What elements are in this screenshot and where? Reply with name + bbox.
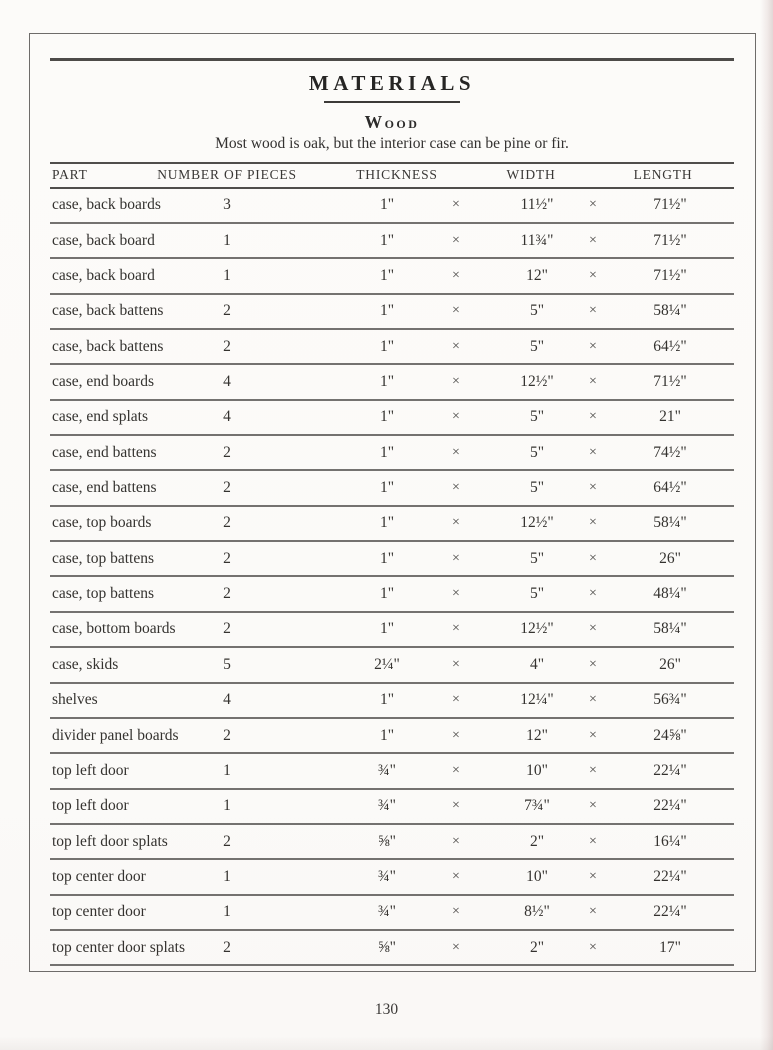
table-row bbox=[50, 507, 734, 542]
times-symbol: × bbox=[452, 232, 460, 248]
table-row bbox=[50, 224, 734, 259]
times-symbol: × bbox=[452, 869, 460, 884]
cell-width: 12" bbox=[526, 726, 548, 744]
intro-note: Most wood is oak, but the interior case can be pine or fir. bbox=[215, 134, 569, 152]
cell-thickness: 1" bbox=[379, 196, 395, 214]
times-symbol: × bbox=[589, 939, 597, 955]
cell-part: case, end battens bbox=[52, 443, 157, 461]
times-symbol: × bbox=[589, 727, 597, 743]
cell-thickness: 1" bbox=[379, 691, 395, 709]
cell-length: 58¼" bbox=[653, 514, 687, 532]
cell-thickness: 1" bbox=[379, 585, 395, 603]
column-header-width: WIDTH bbox=[506, 167, 556, 182]
table-row bbox=[50, 436, 734, 471]
times-symbol: × bbox=[452, 798, 460, 814]
cell-thickness: 2¼" bbox=[374, 655, 400, 673]
cell-width: 12" bbox=[526, 266, 548, 284]
cell-length: 56¾" bbox=[653, 691, 687, 709]
cell-length: 17" bbox=[659, 938, 681, 956]
cell-length: 22¼" bbox=[653, 903, 687, 921]
cell-length: 64½" bbox=[653, 479, 687, 497]
cell-length: 71½" bbox=[653, 266, 687, 284]
table-row bbox=[50, 577, 734, 612]
cell-length: 48¼" bbox=[653, 585, 687, 603]
table-row bbox=[50, 719, 734, 754]
cell-thickness: 1" bbox=[379, 337, 395, 355]
cell-pieces: 1 bbox=[223, 761, 231, 779]
content-frame bbox=[29, 33, 756, 972]
cell-length: 22¼" bbox=[653, 868, 687, 885]
cell-part: case, end splats bbox=[52, 408, 148, 426]
table-row bbox=[50, 648, 734, 683]
page-number: 130 bbox=[374, 1001, 399, 1018]
cell-part: case, end battens bbox=[52, 479, 157, 497]
cell-pieces: 3 bbox=[223, 196, 231, 214]
table-header-row bbox=[50, 162, 734, 189]
cell-part: case, back board bbox=[52, 266, 155, 284]
cell-pieces: 1 bbox=[223, 868, 231, 885]
cell-width: 12½" bbox=[520, 372, 554, 390]
cell-thickness: 1" bbox=[379, 408, 395, 426]
times-symbol: × bbox=[452, 939, 460, 955]
times-symbol: × bbox=[452, 586, 460, 602]
cell-width: 12½" bbox=[520, 514, 554, 532]
cell-length: 58¼" bbox=[653, 620, 687, 638]
cell-pieces: 4 bbox=[223, 408, 231, 426]
times-symbol: × bbox=[589, 480, 597, 496]
cell-part: case, top battens bbox=[52, 549, 155, 567]
cell-part: top left door bbox=[52, 761, 129, 779]
cell-pieces: 2 bbox=[223, 514, 231, 532]
cell-thickness: 1" bbox=[379, 514, 395, 532]
times-symbol: × bbox=[589, 762, 597, 778]
cell-pieces: 2 bbox=[223, 938, 231, 956]
cell-part: top left door bbox=[52, 797, 129, 815]
cell-part: case, end boards bbox=[52, 372, 154, 390]
cell-part: case, skids bbox=[52, 655, 119, 673]
table-row bbox=[50, 295, 734, 330]
section-heading: Wood bbox=[364, 111, 420, 132]
cell-part: case, back battens bbox=[52, 337, 164, 355]
cell-length: 26" bbox=[659, 549, 681, 567]
cell-pieces: 2 bbox=[223, 337, 231, 355]
times-symbol: × bbox=[589, 232, 597, 248]
cell-length: 22¼" bbox=[653, 761, 687, 779]
cell-thickness: ⅝" bbox=[378, 832, 396, 850]
times-symbol: × bbox=[452, 480, 460, 496]
times-symbol: × bbox=[589, 550, 597, 566]
cell-width: 10" bbox=[526, 868, 548, 885]
cell-part: top left door splats bbox=[52, 832, 168, 850]
cell-thickness: ⅝" bbox=[378, 938, 396, 956]
cell-width: 12¼" bbox=[520, 691, 554, 709]
cell-pieces: 5 bbox=[223, 655, 231, 673]
column-header-part: PART bbox=[52, 167, 88, 182]
cell-pieces: 2 bbox=[223, 479, 231, 497]
cell-length: 71½" bbox=[653, 196, 687, 214]
table-row bbox=[50, 259, 734, 294]
times-symbol: × bbox=[452, 904, 460, 920]
times-symbol: × bbox=[452, 267, 460, 283]
table-row bbox=[50, 471, 734, 506]
times-symbol: × bbox=[589, 869, 597, 884]
column-header-length: LENGTH bbox=[633, 167, 693, 182]
column-header-thickness: THICKNESS bbox=[356, 167, 438, 182]
times-symbol: × bbox=[589, 197, 597, 213]
times-symbol: × bbox=[452, 373, 460, 389]
cell-pieces: 1 bbox=[223, 231, 231, 249]
cell-thickness: 1" bbox=[379, 266, 395, 284]
cell-thickness: 1" bbox=[379, 620, 395, 638]
cell-part: case, back battens bbox=[52, 302, 164, 320]
times-symbol: × bbox=[589, 904, 597, 920]
top-rule bbox=[50, 58, 734, 61]
cell-thickness: 1" bbox=[379, 549, 395, 567]
cell-part: case, top boards bbox=[52, 514, 152, 532]
cell-part: case, bottom boards bbox=[52, 620, 176, 638]
cell-part: case, top battens bbox=[52, 585, 155, 603]
cell-thickness: 1" bbox=[379, 372, 395, 390]
cell-part: case, back board bbox=[52, 231, 155, 249]
cell-pieces: 2 bbox=[223, 832, 231, 850]
table-row bbox=[50, 684, 734, 719]
table-row bbox=[50, 825, 734, 860]
times-symbol: × bbox=[452, 692, 460, 708]
times-symbol: × bbox=[589, 338, 597, 354]
times-symbol: × bbox=[452, 621, 460, 637]
times-symbol: × bbox=[589, 586, 597, 602]
table-row bbox=[50, 365, 734, 400]
cell-length: 22¼" bbox=[653, 797, 687, 815]
cell-width: 8½" bbox=[524, 903, 550, 921]
cell-width: 5" bbox=[529, 443, 545, 461]
times-symbol: × bbox=[452, 338, 460, 354]
table-row bbox=[50, 330, 734, 365]
times-symbol: × bbox=[589, 515, 597, 531]
cell-thickness: ¾" bbox=[378, 797, 396, 815]
table-row bbox=[50, 189, 734, 224]
cell-pieces: 1 bbox=[223, 797, 231, 815]
cell-thickness: 1" bbox=[379, 479, 395, 497]
cell-length: 64½" bbox=[653, 337, 687, 355]
cell-length: 16¼" bbox=[653, 832, 687, 850]
table-row bbox=[50, 754, 734, 789]
cell-width: 7¾" bbox=[524, 797, 550, 815]
column-header-pieces: NUMBER OF PIECES bbox=[157, 167, 297, 182]
times-symbol: × bbox=[589, 409, 597, 425]
cell-part: case, back boards bbox=[52, 196, 161, 214]
times-symbol: × bbox=[589, 303, 597, 319]
cell-thickness: 1" bbox=[379, 443, 395, 461]
cell-thickness: ¾" bbox=[378, 868, 396, 885]
cell-length: 71½" bbox=[653, 372, 687, 390]
times-symbol: × bbox=[452, 550, 460, 566]
cell-part: divider panel boards bbox=[52, 726, 179, 744]
table-row bbox=[50, 613, 734, 648]
cell-thickness: ¾" bbox=[378, 761, 396, 779]
title-underline bbox=[324, 101, 460, 103]
table-row bbox=[50, 542, 734, 577]
times-symbol: × bbox=[589, 833, 597, 849]
cell-part: top center door bbox=[52, 903, 146, 921]
cell-thickness: ¾" bbox=[378, 903, 396, 921]
cell-width: 11½" bbox=[520, 196, 554, 214]
cell-pieces: 2 bbox=[223, 726, 231, 744]
cell-width: 5" bbox=[529, 302, 545, 320]
times-symbol: × bbox=[452, 197, 460, 213]
cell-width: 2" bbox=[529, 832, 545, 850]
cell-length: 24⅝" bbox=[653, 726, 687, 744]
times-symbol: × bbox=[589, 692, 597, 708]
cell-pieces: 1 bbox=[223, 903, 231, 921]
cell-width: 4" bbox=[529, 655, 545, 673]
cell-width: 10" bbox=[526, 761, 548, 779]
cell-pieces: 2 bbox=[223, 443, 231, 461]
cell-thickness: 1" bbox=[379, 302, 395, 320]
table-row bbox=[50, 790, 734, 825]
cell-pieces: 2 bbox=[223, 620, 231, 638]
times-symbol: × bbox=[589, 656, 597, 672]
cell-width: 5" bbox=[529, 479, 545, 497]
times-symbol: × bbox=[452, 727, 460, 743]
times-symbol: × bbox=[452, 833, 460, 849]
cell-pieces: 1 bbox=[223, 266, 231, 284]
cell-width: 5" bbox=[529, 549, 545, 567]
table-row bbox=[50, 896, 734, 931]
cell-width: 2" bbox=[529, 938, 545, 956]
table-row bbox=[50, 931, 734, 966]
cell-pieces: 2 bbox=[223, 302, 231, 320]
cell-length: 58¼" bbox=[653, 302, 687, 320]
cell-width: 5" bbox=[529, 337, 545, 355]
times-symbol: × bbox=[452, 762, 460, 778]
times-symbol: × bbox=[589, 621, 597, 637]
cell-length: 74½" bbox=[653, 443, 687, 461]
cell-part: top center door splats bbox=[52, 938, 186, 956]
times-symbol: × bbox=[589, 444, 597, 460]
page-bottom-shadow bbox=[0, 1036, 773, 1050]
times-symbol: × bbox=[452, 515, 460, 531]
cell-pieces: 2 bbox=[223, 549, 231, 567]
cell-length: 21" bbox=[659, 408, 681, 426]
cell-width: 11¾" bbox=[520, 231, 554, 249]
page-edge-shadow bbox=[760, 0, 773, 1050]
table-body bbox=[50, 189, 734, 967]
content-area bbox=[50, 34, 734, 966]
cell-pieces: 2 bbox=[223, 585, 231, 603]
cell-pieces: 4 bbox=[223, 372, 231, 390]
times-symbol: × bbox=[452, 303, 460, 319]
cell-width: 5" bbox=[529, 585, 545, 603]
times-symbol: × bbox=[589, 798, 597, 814]
materials-table bbox=[50, 162, 734, 967]
cell-width: 12½" bbox=[520, 620, 554, 638]
cell-width: 5" bbox=[529, 408, 545, 426]
cell-part: top center door bbox=[52, 868, 146, 885]
cell-length: 71½" bbox=[653, 231, 687, 249]
cell-thickness: 1" bbox=[379, 726, 395, 744]
times-symbol: × bbox=[452, 409, 460, 425]
page-title: MATERIALS bbox=[308, 70, 476, 95]
times-symbol: × bbox=[452, 656, 460, 672]
times-symbol: × bbox=[589, 373, 597, 389]
cell-part: shelves bbox=[52, 691, 98, 709]
table-row bbox=[50, 860, 734, 895]
cell-length: 26" bbox=[659, 655, 681, 673]
times-symbol: × bbox=[452, 444, 460, 460]
times-symbol: × bbox=[589, 267, 597, 283]
table-row bbox=[50, 401, 734, 436]
cell-pieces: 4 bbox=[223, 691, 231, 709]
cell-thickness: 1" bbox=[379, 231, 395, 249]
